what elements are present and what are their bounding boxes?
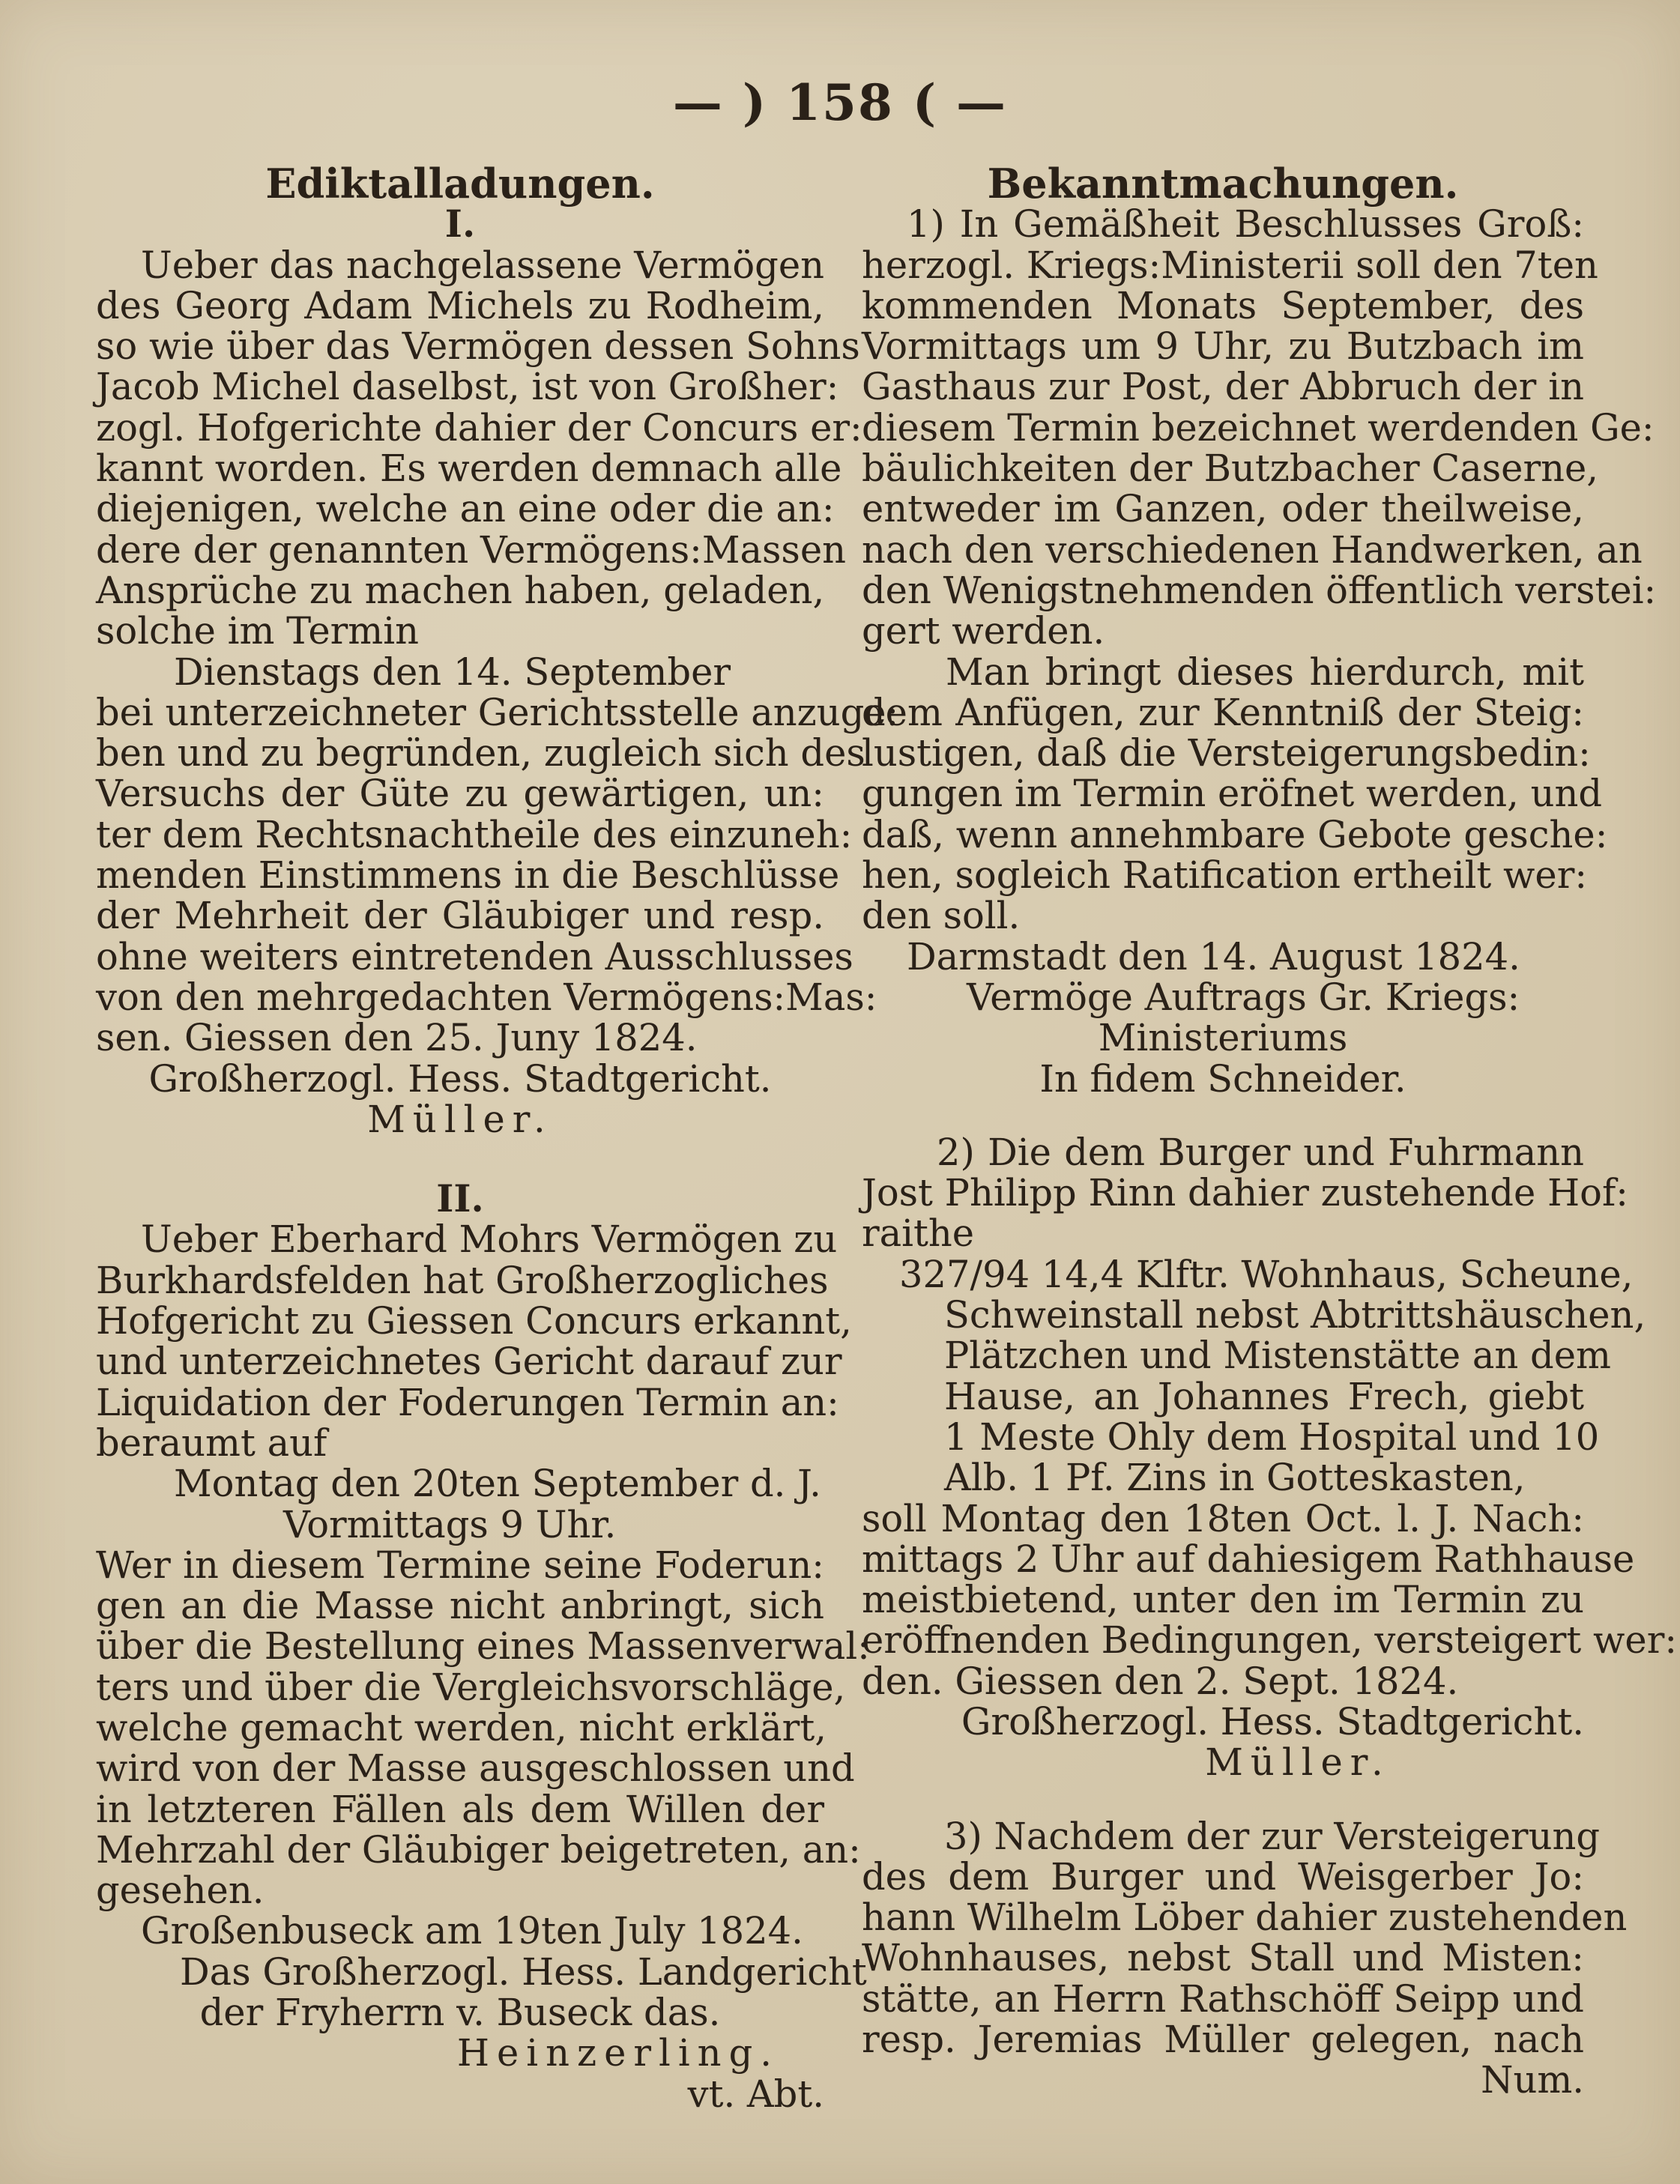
authority-line: Ministeriums: [1098, 1016, 1348, 1060]
text-line: Hause, an Johannes Frech, giebt: [944, 1374, 1584, 1418]
note: vt. Abt.: [687, 2072, 824, 2116]
text-line: mittags 2 Uhr auf dahiesigem Rathhause: [862, 1537, 1635, 1581]
item-2-body: [862, 1130, 1678, 1785]
text-line: Hofgericht zu Giessen Concurs erkannt,: [96, 1299, 852, 1343]
text-line: dem Anfügen, zur Kenntniß der Steig:: [862, 690, 1584, 734]
text-line: gesehen.: [96, 1869, 265, 1913]
text-line: den. Giessen den 2. Sept. 1824.: [862, 1659, 1459, 1703]
text-line: den Wenigstnehmenden öffentlich verstei:: [862, 568, 1657, 612]
text-line: und unterzeichnetes Gericht darauf zur: [96, 1340, 842, 1384]
text-line: solche im Termin: [96, 609, 419, 653]
authority-line: Das Großherzogl. Hess. Landgericht: [180, 1949, 867, 1994]
text-line: bei unterzeichneter Gerichtsstelle anzuge:: [96, 690, 899, 734]
page-header: — ) 158 ( —: [672, 73, 1008, 132]
text-line: 1 Meste Ohly dem Hospital und 10: [944, 1415, 1600, 1459]
text-line: dere der genannten Vermögens:Massen: [96, 527, 846, 572]
text-line: ters und über die Vergleichsvorschläge,: [96, 1665, 846, 1709]
text-line: bäulichkeiten der Butzbacher Caserne,: [862, 447, 1599, 491]
text-line: Mehrzahl der Gläubiger beigetreten, an:: [96, 1827, 861, 1872]
place-date-line: Darmstadt den 14. August 1824.: [907, 934, 1520, 978]
text-line: meistbietend, unter den im Termin zu: [862, 1578, 1584, 1622]
section-i-body: [96, 243, 899, 1141]
text-line: 2) Die dem Burger und Fuhrmann: [937, 1130, 1584, 1174]
text-line: Burkhardsfelden hat Großherzogliches: [96, 1258, 829, 1302]
text-line: den soll.: [862, 894, 1021, 938]
signature: Heinzerling.: [456, 2031, 779, 2075]
catchword: Num.: [1481, 2058, 1584, 2102]
section-ii-body: [96, 1217, 870, 2116]
text-line: in letzteren Fällen als dem Willen der: [96, 1787, 824, 1831]
text-line: kannt worden. Es werden demnach alle: [96, 447, 842, 491]
signature: Müller.: [1205, 1740, 1391, 1785]
text-line: Plätzchen und Mistenstätte an dem: [944, 1334, 1611, 1378]
authority-line: Großherzogl. Hess. Stadtgericht.: [148, 1056, 772, 1101]
text-line: soll Montag den 18ten Oct. l. J. Nach:: [862, 1496, 1584, 1540]
text-line: Wer in diesem Termine seine Foderun:: [96, 1543, 824, 1587]
time-line: Vormittags 9 Uhr.: [283, 1502, 617, 1546]
text-line: beraumt auf: [96, 1421, 327, 1465]
text-line: Ueber das nachgelassene Vermögen: [141, 243, 824, 287]
item-1-body: [862, 202, 1657, 1101]
section-title-bekanntmachungen: Bekanntmachungen.: [987, 160, 1459, 208]
section-numeral-ii: II.: [436, 1177, 484, 1221]
text-line: so wie über das Vermögen dessen Sohns: [96, 324, 860, 369]
text-line: Ueber Eberhard Mohrs Vermögen zu: [141, 1217, 838, 1262]
text-line: kommenden Monats September, des: [862, 283, 1584, 327]
text-line: 327/94 14,4 Klftr. Wohnhaus, Scheune,: [899, 1252, 1634, 1296]
section-numeral-i: I.: [444, 202, 476, 246]
text-line: gen an die Masse nicht anbringt, sich: [96, 1584, 824, 1628]
text-line: gungen im Termin eröfnet werden, und: [862, 772, 1603, 816]
text-line: herzogl. Kriegs:Ministerii soll den 7ten: [862, 243, 1598, 287]
section-title-ediktalladungen: Ediktalladungen.: [265, 160, 655, 208]
text-line: ben und zu begründen, zugleich sich des: [96, 731, 865, 775]
authority-line: Großherzogl. Hess. Stadtgericht.: [961, 1699, 1584, 1743]
text-line: Alb. 1 Pf. Zins in Gotteskasten,: [944, 1456, 1526, 1500]
text-line: zogl. Hofgerichte dahier der Concurs er:: [96, 405, 862, 450]
text-line: gert werden.: [862, 609, 1105, 653]
text-line: raithe: [862, 1212, 975, 1256]
right-column: [862, 160, 1678, 2102]
signature: In fidem Schneider.: [1039, 1056, 1406, 1101]
text-line: stätte, an Herrn Rathschöff Seipp und: [862, 1976, 1584, 2021]
left-column: [96, 160, 899, 2116]
signature: Müller.: [367, 1097, 553, 1141]
date-line: Montag den 20ten September d. J.: [174, 1462, 821, 1506]
text-line: von den mehrgedachten Vermögens:Mas:: [96, 975, 877, 1019]
text-line: Ansprüche zu machen haben, geladen,: [96, 568, 825, 612]
item-3-body: [862, 1814, 1628, 2102]
text-line: eröffnenden Bedingungen, versteigert wer:: [862, 1618, 1678, 1663]
text-line: ohne weiters eintretenden Ausschlusses: [96, 934, 853, 978]
text-line: lustigen, daß die Versteigerungsbedin:: [862, 731, 1591, 775]
text-line: Jost Philipp Rinn dahier zustehende Hof:: [862, 1171, 1628, 1215]
text-line: Schweinstall nebst Abtrittshäuschen,: [944, 1293, 1646, 1337]
text-line: 3) Nachdem der zur Versteigerung: [944, 1814, 1601, 1858]
text-line: 1) In Gemäßheit Beschlusses Groß:: [907, 202, 1584, 246]
text-line: Gasthaus zur Post, der Abbruch der in: [862, 365, 1584, 409]
text-line: entweder im Ganzen, oder theilweise,: [862, 487, 1584, 531]
date-line: Dienstags den 14. September: [174, 650, 731, 694]
text-line: Versuchs der Güte zu gewärtigen, un:: [96, 772, 824, 816]
place-date-line: Großenbuseck am 19ten July 1824.: [141, 1909, 803, 1953]
text-line: menden Einstimmens in die Beschlüsse: [96, 853, 840, 898]
text-line: der Mehrheit der Gläubiger und resp.: [96, 894, 824, 938]
text-line: hann Wilhelm Löber dahier zustehenden: [862, 1896, 1628, 1940]
text-line: über die Bestellung eines Massenverwal:: [96, 1624, 870, 1669]
text-line: Vormittags um 9 Uhr, zu Butzbach im: [862, 324, 1584, 369]
text-line: diesem Termin bezeichnet werdenden Ge:: [862, 405, 1655, 450]
text-line: wird von der Masse ausgeschlossen und: [96, 1746, 855, 1791]
text-line: des Georg Adam Michels zu Rodheim,: [96, 283, 824, 327]
text-line: welche gemacht werden, nicht erklärt,: [96, 1705, 827, 1749]
text-line: Man bringt dieses hierdurch, mit: [946, 650, 1584, 694]
authority-line: Vermöge Auftrags Gr. Kriegs:: [967, 975, 1520, 1019]
text-line: hen, sogleich Ratification ertheilt wer:: [862, 853, 1588, 898]
text-line: Liquidation der Foderungen Termin an:: [96, 1380, 839, 1424]
authority-line: der Fryherrn v. Buseck das.: [199, 1991, 721, 2035]
text-line: Jacob Michel daselbst, ist von Großher:: [96, 365, 839, 409]
text-line: resp. Jeremias Müller gelegen, nach: [862, 2018, 1584, 2062]
text-line: Wohnhauses, nebst Stall und Misten:: [862, 1936, 1584, 1980]
text-line: daß, wenn annehmbare Gebote gesche:: [862, 812, 1608, 856]
text-line: diejenigen, welche an eine oder die an:: [96, 487, 835, 531]
text-line: nach den verschiedenen Handwerken, an: [862, 527, 1643, 572]
text-line: sen. Giessen den 25. Juny 1824.: [96, 1016, 698, 1060]
text-line: des dem Burger und Weisgerber Jo:: [862, 1854, 1584, 1899]
text-line: ter dem Rechtsnachtheile des einzuneh:: [96, 812, 853, 856]
